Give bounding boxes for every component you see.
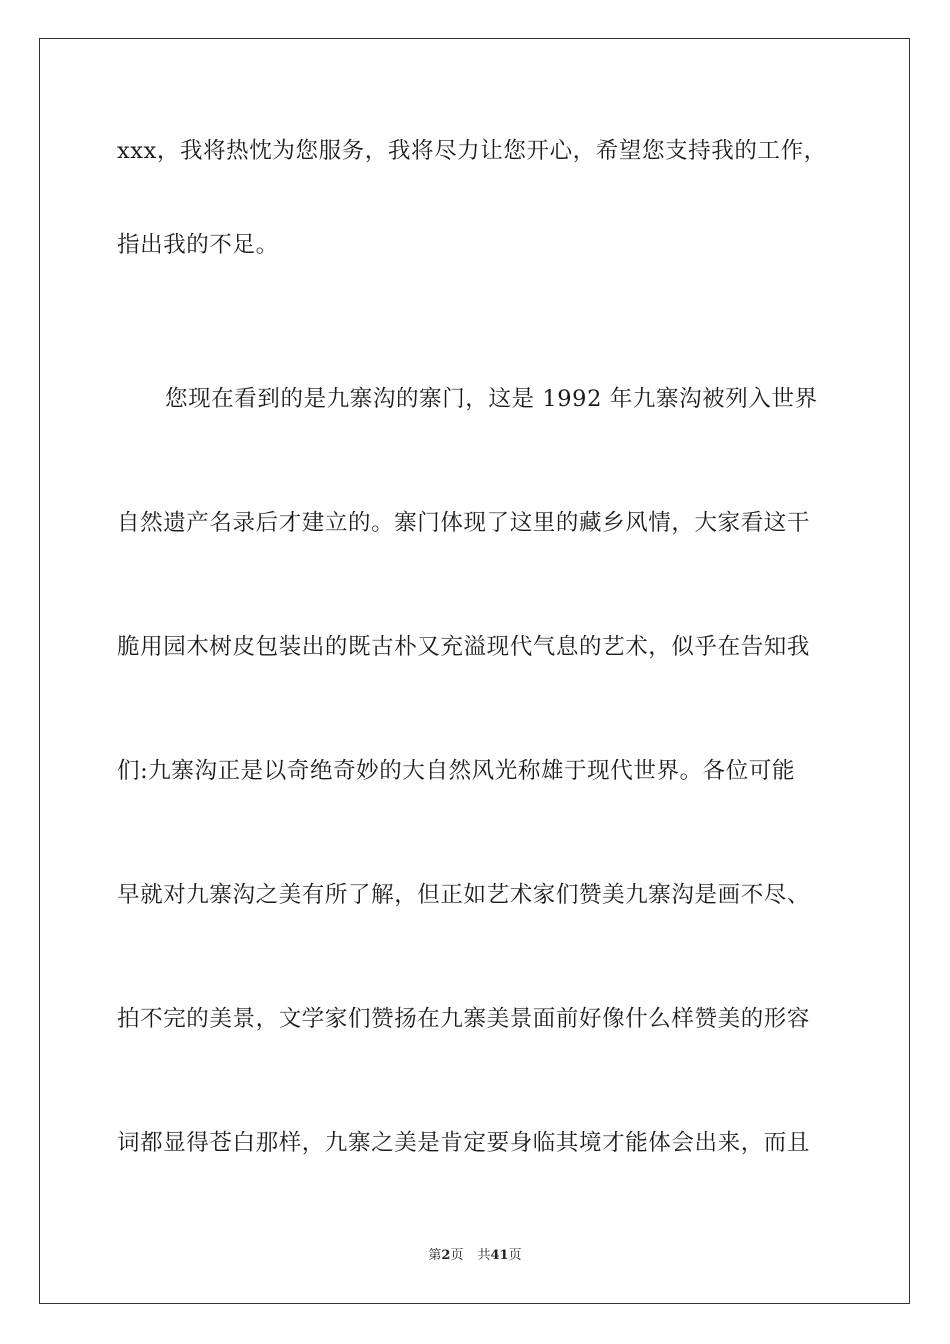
text-line: 脆用园木树皮包装出的既古朴又充溢现代气息的艺术，似乎在告知我 bbox=[117, 634, 811, 660]
text-line: xxx，我将热忱为您服务，我将尽力让您开心，希望您支持我的工作， bbox=[117, 138, 827, 164]
page-prefix: 第 bbox=[428, 1248, 442, 1263]
text-line: 们:九寨沟正是以奇绝奇妙的大自然风光称雄于现代世界。各位可能 bbox=[117, 758, 796, 784]
text-line: 早就对九寨沟之美有所了解，但正如艺术家们赞美九寨沟是画不尽、 bbox=[117, 882, 811, 908]
total-prefix: 共 bbox=[477, 1248, 491, 1263]
total-suffix: 页 bbox=[508, 1248, 522, 1263]
text-line: 词都显得苍白那样，九寨之美是肯定要身临其境才能体会出来，而且 bbox=[117, 1130, 811, 1156]
text-line: 拍不完的美景，文学家们赞扬在九寨美景面前好像什么样赞美的形容 bbox=[117, 1006, 811, 1032]
page-footer bbox=[0, 1247, 950, 1265]
page-number: 2 bbox=[441, 1248, 451, 1263]
page-border bbox=[39, 38, 910, 1304]
page-suffix: 页 bbox=[450, 1248, 464, 1263]
total-pages: 41 bbox=[490, 1248, 509, 1263]
text-line: 自然遗产名录后才建立的。寨门体现了这里的藏乡风情，大家看这干 bbox=[117, 510, 811, 536]
text-line: 指出我的不足。 bbox=[117, 232, 279, 258]
paragraph-first-line: 您现在看到的是九寨沟的寨门，这是 1992 年九寨沟被列入世界 bbox=[165, 386, 818, 412]
